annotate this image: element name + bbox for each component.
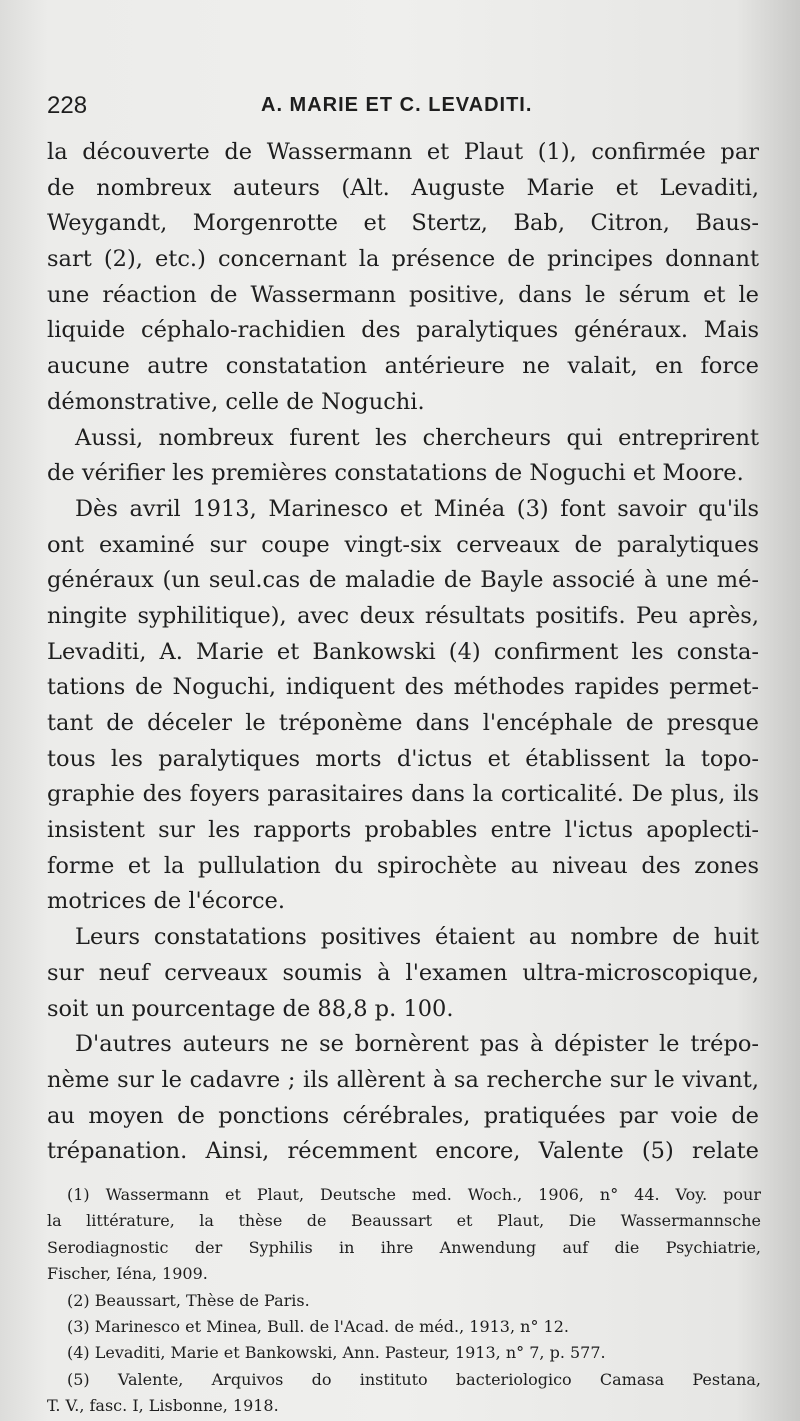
text-line: ningite syphilitique), avec deux résultats positifs. Peu après,: [47, 602, 759, 629]
footnote-line: la littérature, la thèse de Beaussart et Plaut, Die Wassermannsche: [47, 1211, 761, 1231]
text-line: forme et la pullulation du spirochète au niveau des zones: [47, 852, 759, 879]
text-line: D'autres auteurs ne se bornèrent pas à dépister le trépo-: [75, 1031, 759, 1058]
text-line: graphie des foyers parasitaires dans la corticalité. De plus, ils: [47, 781, 759, 808]
text-line: Dès avril 1913, Marinesco et Minéa (3) font savoir qu'ils: [75, 495, 759, 522]
text-line: ont examiné sur coupe vingt-six cerveaux de paralytiques: [47, 531, 759, 558]
text-line: Leurs constatations positives étaient au nombre de huit: [75, 924, 759, 951]
body-text: [47, 135, 759, 1170]
text-line: motrices de l'écorce.: [47, 888, 286, 915]
text-line: sur neuf cerveaux soumis à l'examen ultra-microscopique,: [47, 959, 759, 986]
footnote-line: T. V., fasc. I, Lisbonne, 1918.: [47, 1396, 279, 1416]
footnote-line: (3) Marinesco et Minea, Bull. de l'Acad. de méd., 1913, n° 12.: [67, 1316, 569, 1336]
text-line: tations de Noguchi, indiquent des méthodes rapides permet-: [47, 674, 759, 701]
text-line: la découverte de Wassermann et Plaut (1), confirmée par: [47, 139, 759, 165]
text-line: aucune autre constatation antérieure ne valait, en force: [47, 353, 759, 380]
text-line: une réaction de Wassermann positive, dans le sérum et le: [47, 281, 759, 308]
footnote-line: (2) Beaussart, Thèse de Paris.: [67, 1290, 310, 1310]
text-line: Aussi, nombreux furent les chercheurs qui entreprirent: [75, 424, 759, 451]
text-line: Weygandt, Morgenrotte et Stertz, Bab, Citron, Baus-: [47, 210, 759, 237]
text-line: nème sur le cadavre ; ils allèrent à sa recherche sur le vivant,: [47, 1066, 759, 1093]
text-line: insistent sur les rapports probables entre l'ictus apoplecti-: [47, 817, 759, 844]
footnote-line: Fischer, Iéna, 1909.: [47, 1264, 208, 1284]
running-head: A. MARIE ET C. LEVADITI.: [261, 94, 533, 116]
text-line: tant de déceler le tréponème dans l'encéphale de presque: [47, 710, 759, 736]
footnote-line: Serodiagnostic der Syphilis in ihre Anwendung auf die Psychiatrie,: [47, 1237, 761, 1257]
text-line: soit un pourcentage de 88,8 p. 100.: [47, 995, 454, 1022]
text-line: tous les paralytiques morts d'ictus et établissent la topo-: [47, 745, 759, 772]
footnote-line: (4) Levaditi, Marie et Bankowski, Ann. Pasteur, 1913, n° 7, p. 577.: [67, 1343, 606, 1363]
text-line: sart (2), etc.) concernant la présence de principes donnant: [47, 246, 759, 273]
footnote-line: (1) Wassermann et Plaut, Deutsche med. Woch., 1906, n° 44. Voy. pour: [67, 1185, 761, 1204]
footnotes: [47, 1182, 761, 1420]
text-line: de vérifier les premières constatations de Noguchi et Moore.: [47, 460, 744, 487]
text-line: au moyen de ponctions cérébrales, pratiquées par voie de: [47, 1102, 759, 1129]
text-line: Levaditi, A. Marie et Bankowski (4) confirment les consta-: [47, 638, 759, 665]
text-line: généraux (un seul.cas de maladie de Bayle associé à une mé-: [47, 567, 759, 594]
text-line: liquide céphalo-rachidien des paralytiques généraux. Mais: [47, 317, 759, 344]
page-header: [47, 92, 767, 128]
text-line: démonstrative, celle de Noguchi.: [47, 388, 425, 415]
text-line: de nombreux auteurs (Alt. Auguste Marie et Levaditi,: [47, 174, 759, 201]
page-number: 228: [47, 92, 88, 119]
footnote-line: (5) Valente, Arquivos do instituto bacteriologico Camasa Pestana,: [67, 1369, 761, 1389]
text-line: trépanation. Ainsi, récemment encore, Valente (5) relate: [47, 1138, 759, 1165]
